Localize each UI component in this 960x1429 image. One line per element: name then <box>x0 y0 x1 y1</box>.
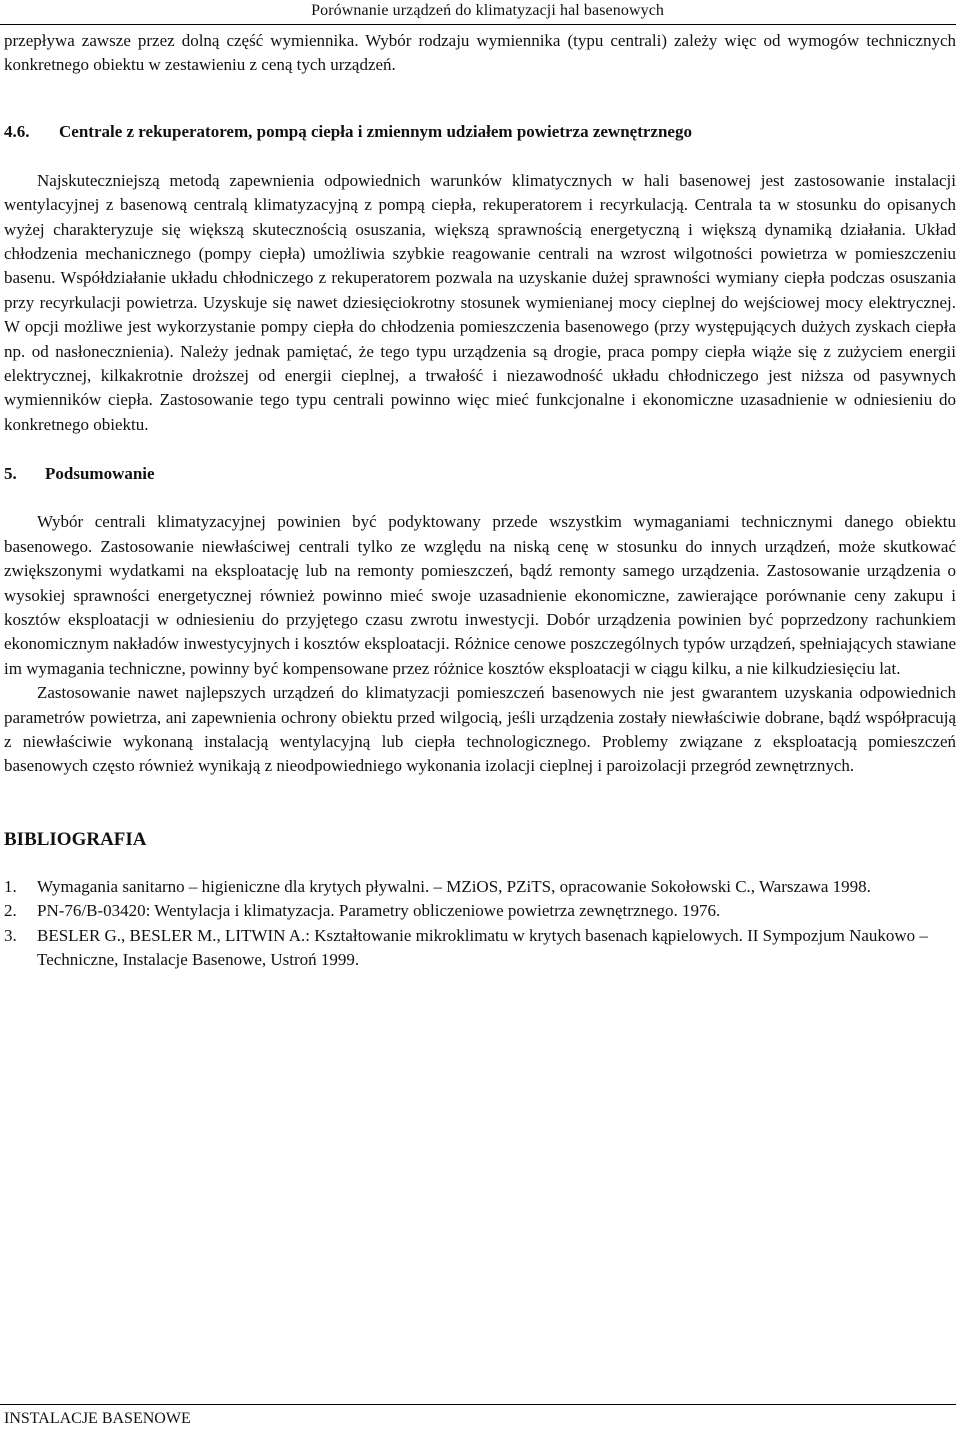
section-5-heading <box>4 462 956 486</box>
intro-paragraph: przepływa zawsze przez dolną część wymiennika. Wybór rodzaju wymiennika (typu centrali) zależy więc od wymogów technicznych konkretnego obiektu w zestawieniu z ceną tych urządzeń. <box>4 31 956 75</box>
document-body <box>4 24 956 972</box>
section-5-paragraph-1: Wybór centrali klimatyzacyjnej powinien być podyktowany przede wszystkim wymaganiami technicznymi danego obiektu basenowego. Zastosowanie niewłaściwej centrali tylko ze względu na niską cenę w stosunku do innych urządzeń, może skutkować zwiększonymi wydatkami na eksploatację lub na remonty pomieszczeń, bądź remonty samego urządzenia. Zastosowanie urządzenia o wysokiej sprawności energetycznej również powinno mieć swoje uzasadnienie ekonomiczne, zawierające porównanie ceny zakupu i kosztów eksploatacji w odniesieniu do przyjętego czasu zwrotu inwestycji. Dobór urządzenia powinien być poprzedzony rachunkiem ekonomicznym nakładów inwestycyjnych i kosztów eksploatacji. Różnice cenowe poszczególnych typów urządzeń, spełniających stawiane im wymagania techniczne, powinny być kompensowane przez różnice kosztów eksploatacji w ciągu kilku, a nie kilkudziesięciu lat. <box>4 512 956 678</box>
bibliography-item-text: BESLER G., BESLER M., LITWIN A.: Kształtowanie mikroklimatu w krytych basenach kąpielowych. II Sympozjum Naukowo – Techniczne, Instalacje Basenowe, Ustroń 1999. <box>37 925 928 969</box>
footer-text: INSTALACJE BASENOWE <box>4 1410 191 1427</box>
section-5-paragraph-2: Zastosowanie nawet najlepszych urządzeń do klimatyzacji pomieszczeń basenowych nie jest gwarantem uzyskania odpowiednich parametrów powietrza, ani zapewnienia ochrony obiektu przed wilgocią, jeśli urządzenia zostały niewłaściwie dobrane, bądź współpracują z niewłaściwie wykonaną instalacją wentylacyjną lub ciepła technologicznego. Problemy związane z eksploatacją pomieszczeń basenowych często również wynikają z nieodpowiedniego wykonania izolacji cieplnej i paroizolacji przegród zewnętrznych. <box>4 683 956 776</box>
bibliography-item <box>4 875 956 899</box>
section-number: 5. <box>4 464 17 484</box>
bibliography-item-number: 2. <box>4 901 17 921</box>
section-title: Podsumowanie <box>45 464 155 484</box>
section-4-6-paragraph: Najskuteczniejszą metodą zapewnienia odpowiednich warunków klimatycznych w hali basenowej jest zastosowanie instalacji wentylacyjnej z basenową centralą klimatyzacyjną z pompą ciepła, rekuperatorem i recyrkulacją. Centrala ta w stosunku do opisanych wyżej charakteryzuje się większą skutecznością osuszania, większą sprawnością energetyczną i większą dynamiką działania. Układ chłodzenia mechanicznego (pompy ciepła) umożliwia szybkie reagowanie centrali na wzrost wilgotności powietrza w pomieszczeniu basenu. Współdziałanie układu chłodniczego z rekuperatorem pozwala na uzyskanie dużej sprawności wymiany ciepła podczas osuszania przy recyrkulacji powietrza. Uzyskuje się nawet dziesięciokrotny stosunek wymienianej mocy cieplnej do wejściowej mocy elektrycznej. W opcji możliwe jest wykorzystanie pompy ciepła do chłodzenia pomieszczenia basenowego (przy występujących dużych zyskach ciepła np. od nasłonecznienia). Należy jednak pamiętać, że tego typu urządzenia są drogie, praca pompy ciepła wiąże się z zużyciem energii elektrycznej, kilkakrotnie droższej od energii cieplnej, a trwałość i niezawodność układu chłodniczego jest niższa od pasywnych wymienników ciepła. Zastosowanie tego typu centrali powinno więc mieć funkcjonalne i ekonomiczne uzasadnienie w odniesieniu do konkretnego obiektu. <box>4 170 956 434</box>
bibliography-list <box>4 875 956 973</box>
bibliography-item <box>4 924 956 973</box>
bibliography-heading: BIBLIOGRAFIA <box>4 828 147 850</box>
section-title: Centrale z rekuperatorem, pompą ciepła i zmiennym udziałem powietrza zewnętrznego <box>59 121 692 141</box>
bibliography-item <box>4 899 956 923</box>
bibliography-item-number: 1. <box>4 876 17 896</box>
page-footer <box>0 1404 956 1427</box>
page-header <box>0 0 956 25</box>
running-title: Porównanie urządzeń do klimatyzacji hal basenowych <box>311 2 664 19</box>
bibliography-item-text: PN-76/B-03420: Wentylacja i klimatyzacja. Parametry obliczeniowe powietrza zewnętrznego. 1976. <box>37 901 721 921</box>
bibliography-item-text: Wymagania sanitarno – higieniczne dla krytych pływalni. – MZiOS, PZiTS, opracowanie Sokołowski C., Warszawa 1998. <box>37 876 871 896</box>
section-number: 4.6. <box>4 121 30 141</box>
bibliography-item-number: 3. <box>4 925 17 945</box>
section-4-6-heading <box>4 120 956 144</box>
